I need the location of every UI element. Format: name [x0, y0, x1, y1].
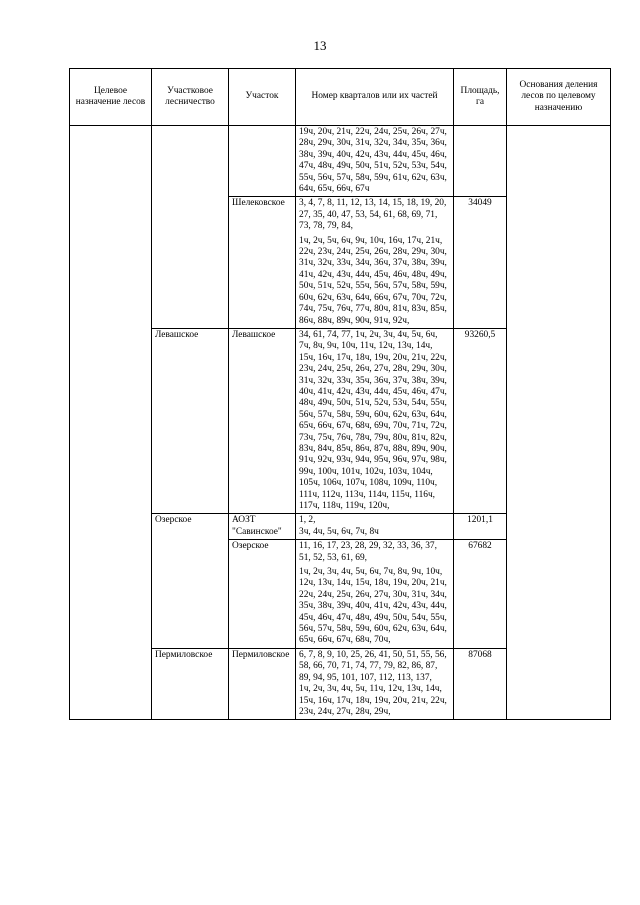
- purpose-cell: [70, 126, 152, 720]
- section-cell: [229, 126, 296, 197]
- quarters-cell: [296, 648, 454, 719]
- section-cell: Шелековское: [229, 197, 296, 328]
- table-row: [70, 126, 611, 197]
- quarters-parts-list: 1ч, 2ч, 3ч, 4ч, 5ч, 6ч, 7ч, 8ч, 9ч, 10ч, 12ч, 13ч, 14ч, 15ч, 18ч, 19ч, 20ч, 21ч, 22ч, 24ч, 25ч, 26ч, 27ч, 30ч, 31ч, 34ч, 35ч, 38ч, 39ч, 40ч, 41ч, 42ч, 43ч, 44ч, 45ч, 46ч, 47ч, 48ч, 49ч, 50ч, 54ч, 55ч, 56ч, 57ч, 58ч, 59ч, 60ч, 62ч, 63ч, 64ч, 65ч, 66ч, 67ч, 68ч, 70ч,: [299, 567, 447, 646]
- area-cell: 67682: [454, 540, 507, 649]
- header-section: Участок: [229, 69, 296, 126]
- quarters-whole-list: 3, 4, 7, 8, 11, 12, 13, 14, 15, 18, 19, 20, 27, 35, 40, 47, 53, 54, 61, 68, 69, 71, 73, 78, 79, 84,: [299, 198, 447, 232]
- header-area: Площадь, га: [454, 69, 507, 126]
- quarters-parts-list: 1ч, 2ч, 5ч, 6ч, 9ч, 10ч, 16ч, 17ч, 21ч, 22ч, 23ч, 24ч, 25ч, 26ч, 28ч, 29ч, 30ч, 31ч, 32ч, 33ч, 34ч, 36ч, 37ч, 38ч, 39ч, 41ч, 42ч, 43ч, 44ч, 45ч, 46ч, 48ч, 49ч, 50ч, 51ч, 52ч, 55ч, 56ч, 57ч, 58ч, 59ч, 60ч, 62ч, 63ч, 64ч, 66ч, 67ч, 70ч, 72ч, 74ч, 75ч, 76ч, 77ч, 80ч, 81ч, 83ч, 85ч, 86ч, 88ч, 89ч, 90ч, 91ч, 92ч,: [299, 235, 447, 326]
- header-quarters: Номер кварталов или их частей: [296, 69, 454, 126]
- forest-purpose-table: [69, 68, 611, 720]
- quarters-list: 34, 61, 74, 77, 1ч, 2ч, 3ч, 4ч, 5ч, 6ч, 7ч, 8ч, 9ч, 10ч, 11ч, 12ч, 13ч, 14ч, 15ч, 16ч, 17ч, 18ч, 19ч, 20ч, 21ч, 22ч, 23ч, 24ч, 25ч, 26ч, 27ч, 28ч, 29ч, 30ч, 31ч, 32ч, 33ч, 35ч, 36ч, 37ч, 38ч, 39ч, 40ч, 41ч, 42ч, 43ч, 44ч, 45ч, 46ч, 47ч, 48ч, 49ч, 50ч, 51ч, 52ч, 53ч, 54ч, 55ч, 56ч, 57ч, 58ч, 59ч, 60ч, 62ч, 63ч, 64ч, 65ч, 66ч, 67ч, 68ч, 69ч, 70ч, 71ч, 72ч, 73ч, 75ч, 76ч, 78ч, 79ч, 80ч, 81ч, 82ч, 83ч, 84ч, 85ч, 86ч, 87ч, 88ч, 89ч, 90ч, 91ч, 92ч, 93ч, 94ч, 95ч, 96ч, 97ч, 98ч, 99ч, 100ч, 101ч, 102ч, 103ч, 104ч, 105ч, 106ч, 107ч, 108ч, 109ч, 110ч, 111ч, 112ч, 113ч, 114ч, 115ч, 116ч, 117ч, 118ч, 119ч, 120ч,: [299, 329, 447, 511]
- area-cell: 1201,1: [454, 514, 507, 540]
- quarters-parts-list: 1ч, 2ч, 3ч, 4ч, 5ч, 11ч, 12ч, 13ч, 14ч, 15ч, 16ч, 17ч, 18ч, 19ч, 20ч, 21ч, 22ч, 23ч, 24ч, 27ч, 28ч, 29ч,: [299, 684, 447, 717]
- quarters-cell: [296, 197, 454, 328]
- area-cell: 87068: [454, 648, 507, 719]
- header-district-forestry: Участковое лесничество: [152, 69, 229, 126]
- quarters-list: 19ч, 20ч, 21ч, 22ч, 24ч, 25ч, 26ч, 27ч, 28ч, 29ч, 30ч, 31ч, 32ч, 34ч, 35ч, 36ч, 38ч, 39ч, 40ч, 42ч, 43ч, 44ч, 45ч, 46ч, 47ч, 48ч, 49ч, 50ч, 51ч, 52ч, 53ч, 54ч, 55ч, 56ч, 57ч, 58ч, 59ч, 61ч, 62ч, 63ч, 64ч, 65ч, 66ч, 67ч: [299, 127, 447, 195]
- quarters-whole-list: 6, 7, 8, 9, 10, 25, 26, 41, 50, 51, 55, 56, 58, 66, 70, 71, 74, 77, 79, 82, 86, 87, 89, 94, 95, 101, 107, 112, 113, 137,: [299, 649, 447, 683]
- section-cell: АОЗТ "Савинское": [229, 514, 296, 540]
- quarters-whole-list: 1, 2,: [299, 515, 316, 526]
- section-cell: Озерское: [229, 540, 296, 649]
- district-cell: Левашское: [152, 328, 229, 514]
- header-basis: Основания деления лесов по целевому назначению: [507, 69, 611, 126]
- district-cell: [152, 126, 229, 329]
- area-cell: [454, 126, 507, 197]
- area-cell: 93260,5: [454, 328, 507, 514]
- quarters-cell: [296, 328, 454, 514]
- district-cell: Озерское: [152, 514, 229, 648]
- quarters-cell: [296, 540, 454, 649]
- quarters-cell: [296, 514, 454, 540]
- table-header-row: [70, 69, 611, 126]
- quarters-parts-list: 3ч, 4ч, 5ч, 6ч, 7ч, 8ч: [299, 526, 379, 537]
- basis-cell: [507, 126, 611, 720]
- header-purpose: Целевое назначение лесов: [70, 69, 152, 126]
- section-cell: Пермиловское: [229, 648, 296, 719]
- quarters-whole-list: 11, 16, 17, 23, 28, 29, 32, 33, 36, 37, 51, 52, 53, 61, 69,: [299, 541, 437, 563]
- district-cell: Пермиловское: [152, 648, 229, 719]
- page-number: 13: [313, 38, 327, 53]
- quarters-cell: [296, 126, 454, 197]
- section-cell: Левашское: [229, 328, 296, 514]
- area-cell: 34049: [454, 197, 507, 328]
